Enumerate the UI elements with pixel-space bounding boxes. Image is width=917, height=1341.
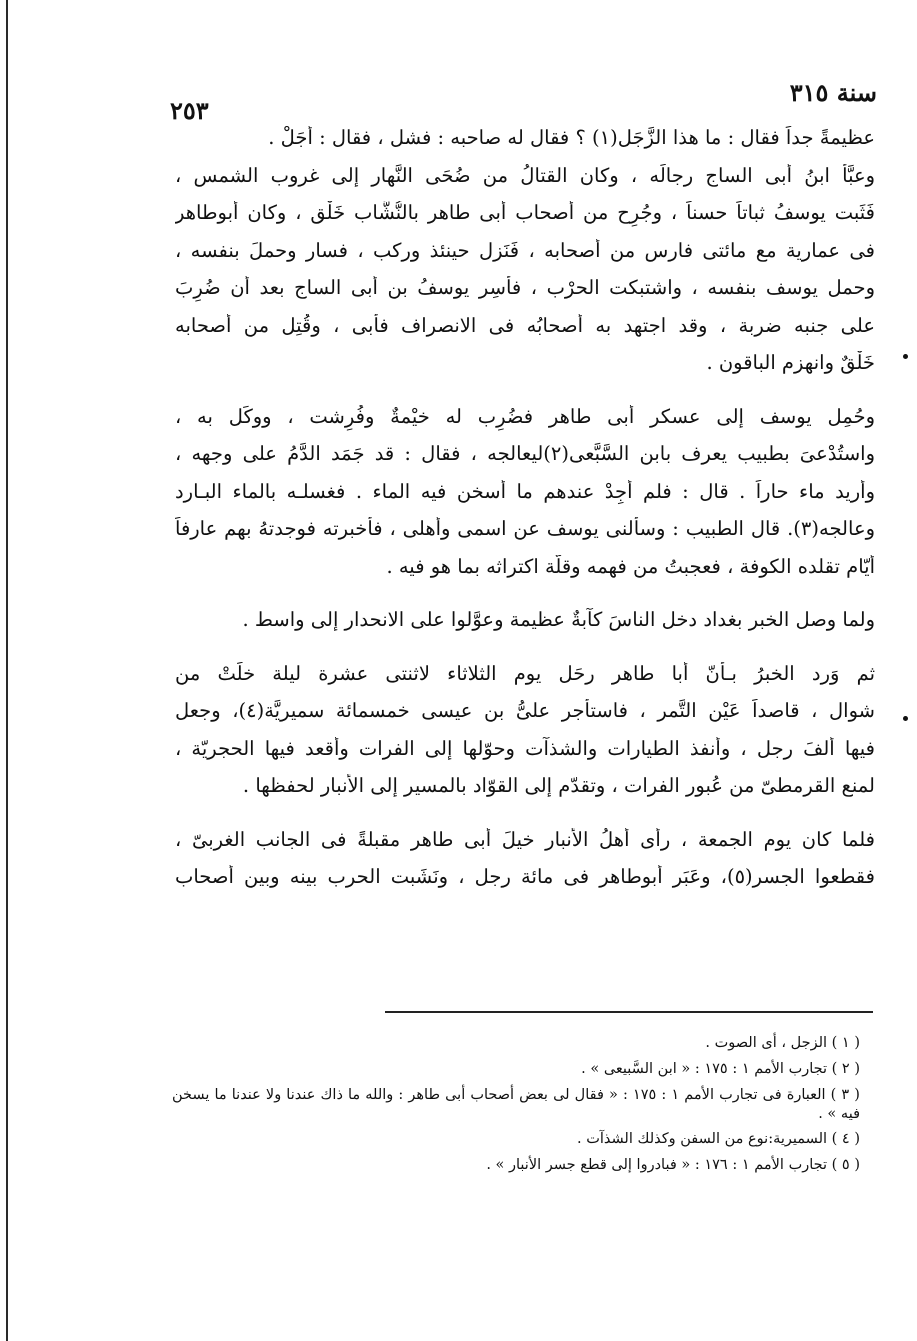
paragraph-3 xyxy=(175,405,875,593)
footnote-2: ( ٢ ) تجارب الأمم ١ : ١٧٥ : « ابن السَّبيعى » . xyxy=(581,1060,860,1077)
paragraph-2 xyxy=(175,164,875,389)
text-line: وأريد ماء حاراً . قال : فلم أجِدْ عندهم ما أسخن فيه الماء . فغسلـه بالماء البـارد xyxy=(175,479,875,503)
margin-dot xyxy=(903,716,908,721)
text-line: فَثَبت يوسفُ ثباتاً حسناً ، وجُرِح من أصحاب أبى طاهر بالنُّشَّاب خَلْق ، وكان أبوطاهر xyxy=(175,201,875,224)
text-line: أيّام تقلده الكوفة ، فعجبتُ من فهمه وقلّة اكتراثه بما هو فيه . xyxy=(386,554,875,578)
scan-edge-shadow xyxy=(6,0,8,1341)
main-text xyxy=(175,126,875,903)
text-line: واستُدْعىَ بطبيب يعرف بابن السَّبَّعى(٢)ليعالجه ، فقال : قد جَمَد الدَّمُ على وجهه ، xyxy=(175,442,875,465)
paragraph-4 xyxy=(175,608,875,646)
margin-dot xyxy=(903,354,908,359)
page-header xyxy=(170,78,877,125)
footnote-1: ( ١ ) الزجل ، أى الصوت . xyxy=(705,1035,860,1051)
footnote-4: ( ٤ ) السميرية:نوع من السفن وكذلك الشذآت . xyxy=(576,1131,860,1148)
paragraph-6 xyxy=(175,828,875,903)
paragraph-gap xyxy=(175,592,875,608)
text-line: وعالجه(٣). قال الطبيب : وسألنى يوسف عن اسمى وأهلى ، فأخبرته فوجدتهُ بهم عارفاً xyxy=(175,517,875,540)
text-line: فلما كان يوم الجمعة ، رأى أهلُ الأنبار خيلَ أبى طاهر مقبلةً فى الجانب الغربىّ ، xyxy=(175,827,875,851)
text-line: على جنبه ضربة ، وقد اجتهد به أصحابُه فى الانصراف فأبى ، وقُتِل من أصحابه xyxy=(175,313,875,337)
text-line: فى عمارية مع مائتى فارس من أصحابه ، فَنَزل حينئذ وركب ، فسار وحملَ بنفسه ، xyxy=(175,238,875,262)
paragraph-gap xyxy=(175,389,875,405)
footnotes xyxy=(172,1034,872,1182)
paragraph-gap xyxy=(175,646,875,662)
text-line: فيها ألفَ رجل ، وأنفذ الطيارات والشذآت وحوّلها إلى الفرات وأقعد فيها الحجريّة ، xyxy=(175,736,875,760)
header-year: سنة ٣١٥ xyxy=(789,78,877,107)
text-line: خَلْقٌ وانهزم الباقون . xyxy=(706,351,875,374)
text-line: فقطعوا الجسر(٥)، وعَبَر أبوطاهر فى مائة رجل ، ونَشَبت الحرب بينه وبين أصحاب xyxy=(175,865,875,888)
text-line: عظيمةً جداً فقال : ما هذا الزَّجَل(١) ؟ فقال له صاحبه : فشل ، فقال : أجَلْ . xyxy=(268,126,875,149)
text-line: لمنع القرمطىّ من عُبور الفرات ، وتقدّم إلى القوّاد بالمسير إلى الأنبار لحفظها . xyxy=(242,774,875,797)
text-line: وعبَّأ ابنُ أبى الساج رجالَه ، وكان القتالُ من ضُحَى النَّهار إلى غروب الشمس ، xyxy=(175,163,875,187)
text-line: ثم وَرد الخبرُ بـأنّ أبا طاهر رحَل يوم الثلاثاء لاثنتى عشرة ليلة خلَتْ من xyxy=(175,661,875,685)
footnote-separator xyxy=(385,1011,873,1013)
footnote-3: ( ٣ ) العبارة فى تجارب الأمم ١ : ١٧٥ : « فقال لى بعض أصحاب أبى طاهر : والله ما ذاك عندنا ولا عندنا ما يسخن فيه » . xyxy=(172,1086,860,1122)
page-number: ٢٥٣ xyxy=(170,96,209,125)
text-line: ولما وصل الخبر بغداد دخل الناسَ كآبةٌ عظيمة وعوَّلوا على الانحدار إلى واسط . xyxy=(242,608,875,631)
text-line: وحُمِل يوسف إلى عسكر أبى طاهر فضُرِب له خيْمةٌ وفُرِشت ، ووكِّل به ، xyxy=(175,404,875,428)
paragraph-5 xyxy=(175,662,875,812)
paragraph-gap xyxy=(175,812,875,828)
footnote-5: ( ٥ ) تجارب الأمم ١ : ١٧٦ : « فبادروا إلى قطع جسر الأنبار » . xyxy=(486,1157,860,1174)
paragraph-1 xyxy=(175,126,875,164)
text-line: شوال ، قاصداً عَيْن التَّمر ، فاستأجر علىُّ بن عيسى خمسمائة سميريَّة(٤)، وجعل xyxy=(175,699,875,722)
text-line: وحمل يوسف بنفسه ، واشتبكت الحرْب ، فأُسِر يوسفُ بن أبى الساج بعد أن ضُرِبَ xyxy=(175,276,875,299)
